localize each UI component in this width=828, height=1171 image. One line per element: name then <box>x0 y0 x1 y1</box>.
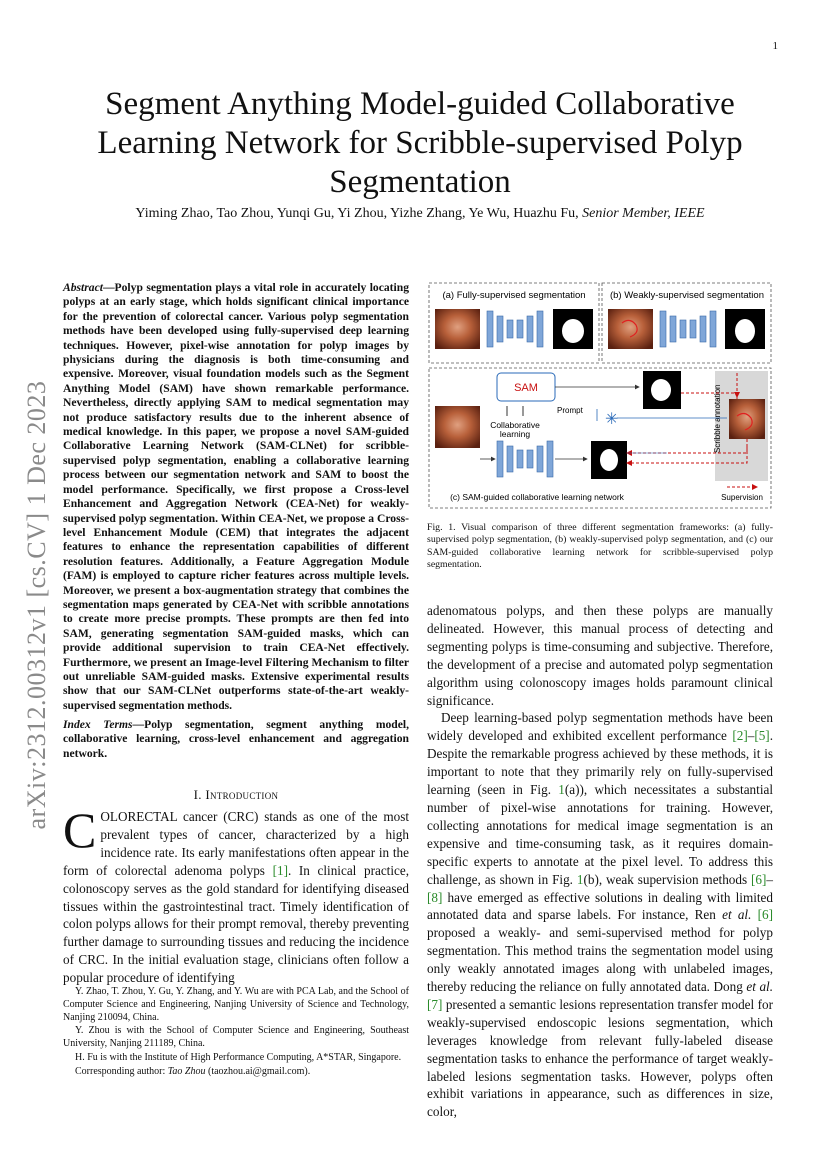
footnotes <box>63 986 409 1080</box>
arxiv-identifier <box>12 370 62 840</box>
page-number: 1 <box>772 40 778 52</box>
introduction-paragraph <box>63 802 409 987</box>
abstract <box>63 281 409 713</box>
polyp-image <box>729 399 765 439</box>
intro-text-1: OLORECTAL cancer (CRC) stands as one of the most prevalent types of cancer, characterized by a high incidence rate. Its early manifestations often appear in the form of colorectal adenoma polyps <box>63 809 409 878</box>
index-terms-text: —Polyp segmentation, segment anything model, collaborative learning, cross-level enhancement and aggregation network. <box>63 718 409 760</box>
citation-link[interactable]: [6] <box>751 871 767 887</box>
footnote-corresponding-author: Corresponding author: Tao Zhou (taozhou.ai@gmail.com). <box>75 1065 311 1077</box>
index-terms-lead: Index Terms <box>63 718 133 731</box>
prompt-label: Prompt <box>557 406 583 415</box>
citation-link[interactable]: [8] <box>427 889 443 905</box>
encoder-decoder-c <box>497 441 553 477</box>
abstract-lead: Abstract <box>63 281 103 294</box>
figure-reference-link[interactable]: 1 <box>558 782 565 798</box>
citation-link[interactable]: [6] <box>757 907 773 923</box>
paper-title: Segment Anything Model-guided Collaborative Learning Network for Scribble-supervised Polyp Segmentation <box>97 86 743 200</box>
author-names: Yiming Zhao, Tao Zhou, Yunqi Gu, Yi Zhou, Yizhe Zhang, Ye Wu, Huazhu Fu, <box>135 206 579 221</box>
section-title: Introduction <box>205 787 279 802</box>
scribble-annotation-label: Scribble annotation <box>713 384 722 453</box>
collaborative-label-1: Collaborative <box>490 420 540 430</box>
intro-text-2: . In clinical practice, colonoscopy serves as the gold standard for identifying diseased tissues within the gastrointestinal tract. Timely identification of colon polyps allows for their prompt removal, thereby preventing further damage to surrounding tissues and reducing the incidence of CRC. In the initial evaluation stage, clinicians often follow a popular procedure of identifying <box>63 862 409 986</box>
polyp-image <box>608 309 653 349</box>
citation-link[interactable]: [7] <box>427 996 443 1012</box>
figure-reference-link[interactable]: 1 <box>576 871 584 887</box>
sam-label: SAM <box>514 382 538 394</box>
polyp-image <box>435 309 480 349</box>
footnote-affiliation-2: Y. Zhou is with the School of Computer Science and Engineering, Southeast University, Nanjing 211189, China. <box>63 1025 409 1050</box>
encoder-decoder-b <box>660 311 716 347</box>
paragraph: Deep learning-based polyp segmentation methods have been widely developed and exhibited excellent performance [2]–[5]. Despite the remarkable progress achieved by these methods, it is important to note that they primarily rely on fully-supervised learning (seen in Fig. 1(a)), which necessitates a substantial number of pixel-wise annotations for training. However, collecting annotations for medical image segmentation is an expensive and time-consuming task, as it requires domain-specific experts to annotate at the pixel level. To address this challenge, as shown in Fig. 1(b), weak supervision methods [6]–[8] have emerged as effective solutions in dealing with limited annotated data and sparse labels. For instance, Ren et al. [6] proposed a weakly- and semi-supervised method for polyp segmentation. This method trains the segmentation model using only weakly annotated images along with unlabeled images, thereby reducing the reliance on fully annotated data. Dong et al. [7] presented a semantic lesions representation transfer model for weakly-supervised endoscopic lesions segmentation, which leverages knowledge from relevant fully-labeled disease segmentation tasks to enhance the performance of target weakly-labeled lesions segmentation tasks. However, polyps often exhibit variations in appearance, such as differences in size, color, <box>427 710 773 1120</box>
paragraph: adenomatous polyps, and then these polyps are manually delineated. However, this manual process of detecting and segmenting polyps is time-consuming and subjective. Therefore, the development of a precise and automated polyp segmentation algorithm using colonoscopy images holds paramount clinical significance. <box>427 603 773 708</box>
index-terms <box>63 718 409 761</box>
abstract-text: —Polyp segmentation plays a vital role in accurately locating polyps at an early stage, which holds significant clinical importance for the prevention of colorectal cancer. Various polyp segmentation methods have been developed using fully-supervised deep learning techniques. However, pixel-wise annotation for polyp images by physicians during the diagnosis is both time-consuming and expensive. Moreover, visual foundation models such as the Segment Anything Model (SAM) have shown remarkable performance. Nevertheless, directly applying SAM to medical segmentation may not produce satisfactory results due to the inherent absence of medical knowledge. In this paper, we propose a novel SAM-guided Collaborative Learning Network (SAM-CLNet) for scribble-supervised polyp segmentation, enabling a collaborative learning process between our segmentation network and SAM to boost the model performance. Specifically, we first propose a Cross-level Enhancement and Aggregation Network (CEA-Net) for weakly-supervised polyp segmentation. Within CEA-Net, we propose a Cross-level Enhancement Module (CEM) that integrates the adjacent features to enhance the representation capabilities of different resolution features. Additionally, a Feature Aggregation Module (FAM) is employed to capture richer features across multiple levels. Moreover, we present a box-augmentation strategy that combines the segmentation maps generated by CEA-Net with scribble annotations to create more precise prompts. These prompts are then fed into SAM, generating segmentation SAM-guided masks, which can provide additional supervision to train CEA-Net effectively. Furthermore, we present an Image-level Filtering Mechanism to filter out unreliable SAM-guided masks. Extensive experimental results show that our SAM-CLNet outperforms state-of-the-art weakly-supervised segmentation methods. <box>63 281 409 712</box>
collaborative-label-2: learning <box>499 429 531 439</box>
encoder-decoder-a <box>487 311 543 347</box>
figure-1 <box>427 281 773 511</box>
polyp-image <box>435 406 480 448</box>
right-column-body <box>427 602 773 1121</box>
author-membership: Senior Member, IEEE <box>582 206 705 221</box>
section-heading <box>63 787 409 803</box>
author-list <box>60 206 780 222</box>
arxiv-identifier-text: arXiv:2312.00312v1 [cs.CV] 1 Dec 2023 <box>22 380 51 830</box>
citation-link[interactable]: [5] <box>754 728 770 744</box>
section-number: I. <box>193 787 202 802</box>
footnote-affiliation-1: Y. Zhao, T. Zhou, Y. Gu, Y. Zhang, and Y. Wu are with PCA Lab, and the School of Computer Science and Engineering, Nanjing University of Science and Technology, Nanjing 210094, China. <box>63 986 409 1023</box>
citation-link[interactable]: [2] <box>732 728 748 744</box>
drop-cap: C <box>63 802 97 858</box>
footnote-affiliation-3: H. Fu is with the Institute of High Performance Computing, A*STAR, Singapore. <box>75 1051 402 1063</box>
prompt-fusion-icon: ✳ <box>605 409 619 428</box>
supervision-legend-label: Supervision <box>721 493 763 502</box>
panel-b-label: (b) Weakly-supervised segmentation <box>609 290 765 301</box>
figure-caption: Fig. 1. Visual comparison of three different segmentation frameworks: (a) fully-supervised polyp segmentation, (b) weakly-supervised polyp segmentation, and (c) our SAM-guided collaborative learning network for scribble-supervised polyp segmentation. <box>427 522 773 571</box>
panel-c-label: (c) SAM-guided collaborative learning network <box>450 492 624 502</box>
panel-a-label: (a) Fully-supervised segmentation <box>442 290 586 301</box>
citation-link[interactable]: [1] <box>272 862 288 878</box>
